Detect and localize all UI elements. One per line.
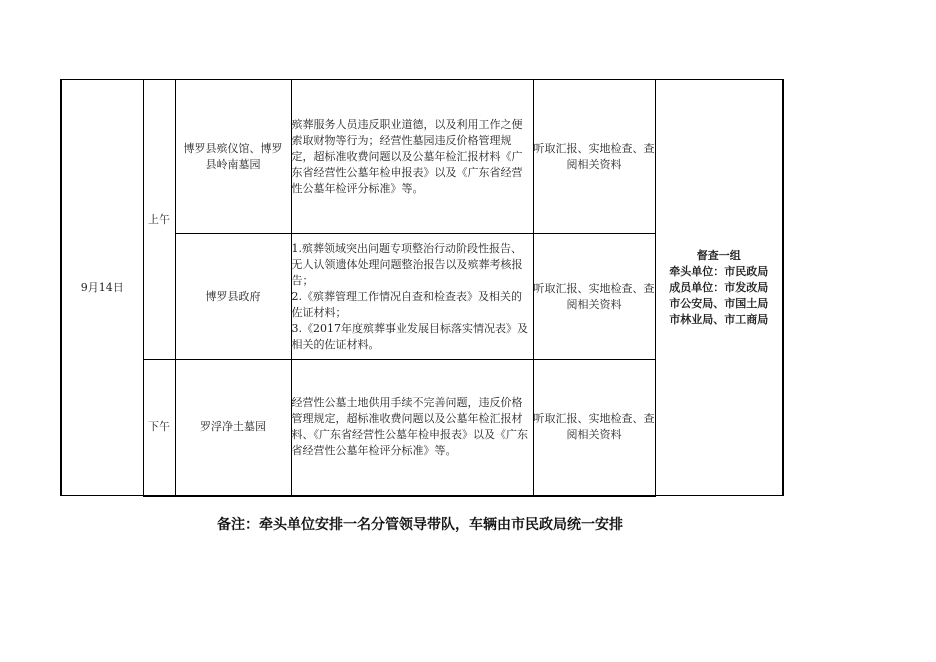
group-cell <box>655 80 783 496</box>
content-cell <box>291 80 533 234</box>
inspection-method: 听取汇报、实地检查、查阅相关资料 <box>533 412 655 442</box>
group-lead: 牵头单位：市民政局 <box>669 264 769 278</box>
unit-cell <box>175 80 291 234</box>
unit-name: 罗浮净土墓园 <box>200 420 266 434</box>
inspection-method: 听取汇报、实地检查、查阅相关资料 <box>533 141 655 171</box>
group-title: 督查一组 <box>696 248 741 262</box>
unit-cell <box>175 234 291 360</box>
period-cell-morning <box>143 80 175 360</box>
unit-cell <box>175 360 291 496</box>
inspection-content-item: 2.《殡葬管理工作情况自查和检查表》及相关的佐证材料； <box>291 289 522 319</box>
content-cell <box>291 360 533 496</box>
date-cell <box>61 80 143 496</box>
table-row <box>61 80 783 234</box>
inspection-method: 听取汇报、实地检查、查阅相关资料 <box>533 281 655 311</box>
method-cell <box>533 80 655 234</box>
footnote: 备注：牵头单位安排一名分管领导带队，车辆由市民政局统一安排 <box>217 517 623 533</box>
inspection-content-item: 1.殡葬领域突出问题专项整治行动阶段性报告、无人认领遗体处理问题整治报告以及殡葬考核报告； <box>291 241 523 287</box>
period-label: 下午 <box>148 420 170 434</box>
unit-name: 博罗县殡仪馆、博罗县岭南墓园 <box>183 141 283 171</box>
inspection-content: 经营性公墓土地供用手续不完善问题，违反价格管理规定，超标准收费问题以及公墓年检汇报材料、《广东省经营性公墓年检申报表》以及《广东省经营性公墓年检评分标准》等。 <box>291 396 528 458</box>
group-members: 市公安局、市国土局 <box>669 296 769 310</box>
method-cell <box>533 360 655 496</box>
inspection-schedule-table <box>60 79 784 497</box>
content-cell <box>291 234 533 360</box>
period-cell-afternoon <box>143 360 175 496</box>
group-members: 成员单位：市发改局 <box>669 280 769 294</box>
date-label: 9月14日 <box>80 280 124 294</box>
inspection-content-item: 3.《2017年度殡葬事业发展目标落实情况表》及相关的佐证材料。 <box>291 321 528 351</box>
unit-name: 博罗县政府 <box>205 289 261 303</box>
period-label: 上午 <box>148 212 170 226</box>
inspection-content: 殡葬服务人员违反职业道德，以及利用工作之便索取财物等行为；经营性墓园违反价格管理规定，超标准收费问题以及公墓年检汇报材料《广东省经营性公墓年检申报表》以及《广东省经营性公墓年检评分标准》等。 <box>291 117 523 195</box>
method-cell <box>533 234 655 360</box>
group-members: 市林业局、市工商局 <box>669 312 769 326</box>
